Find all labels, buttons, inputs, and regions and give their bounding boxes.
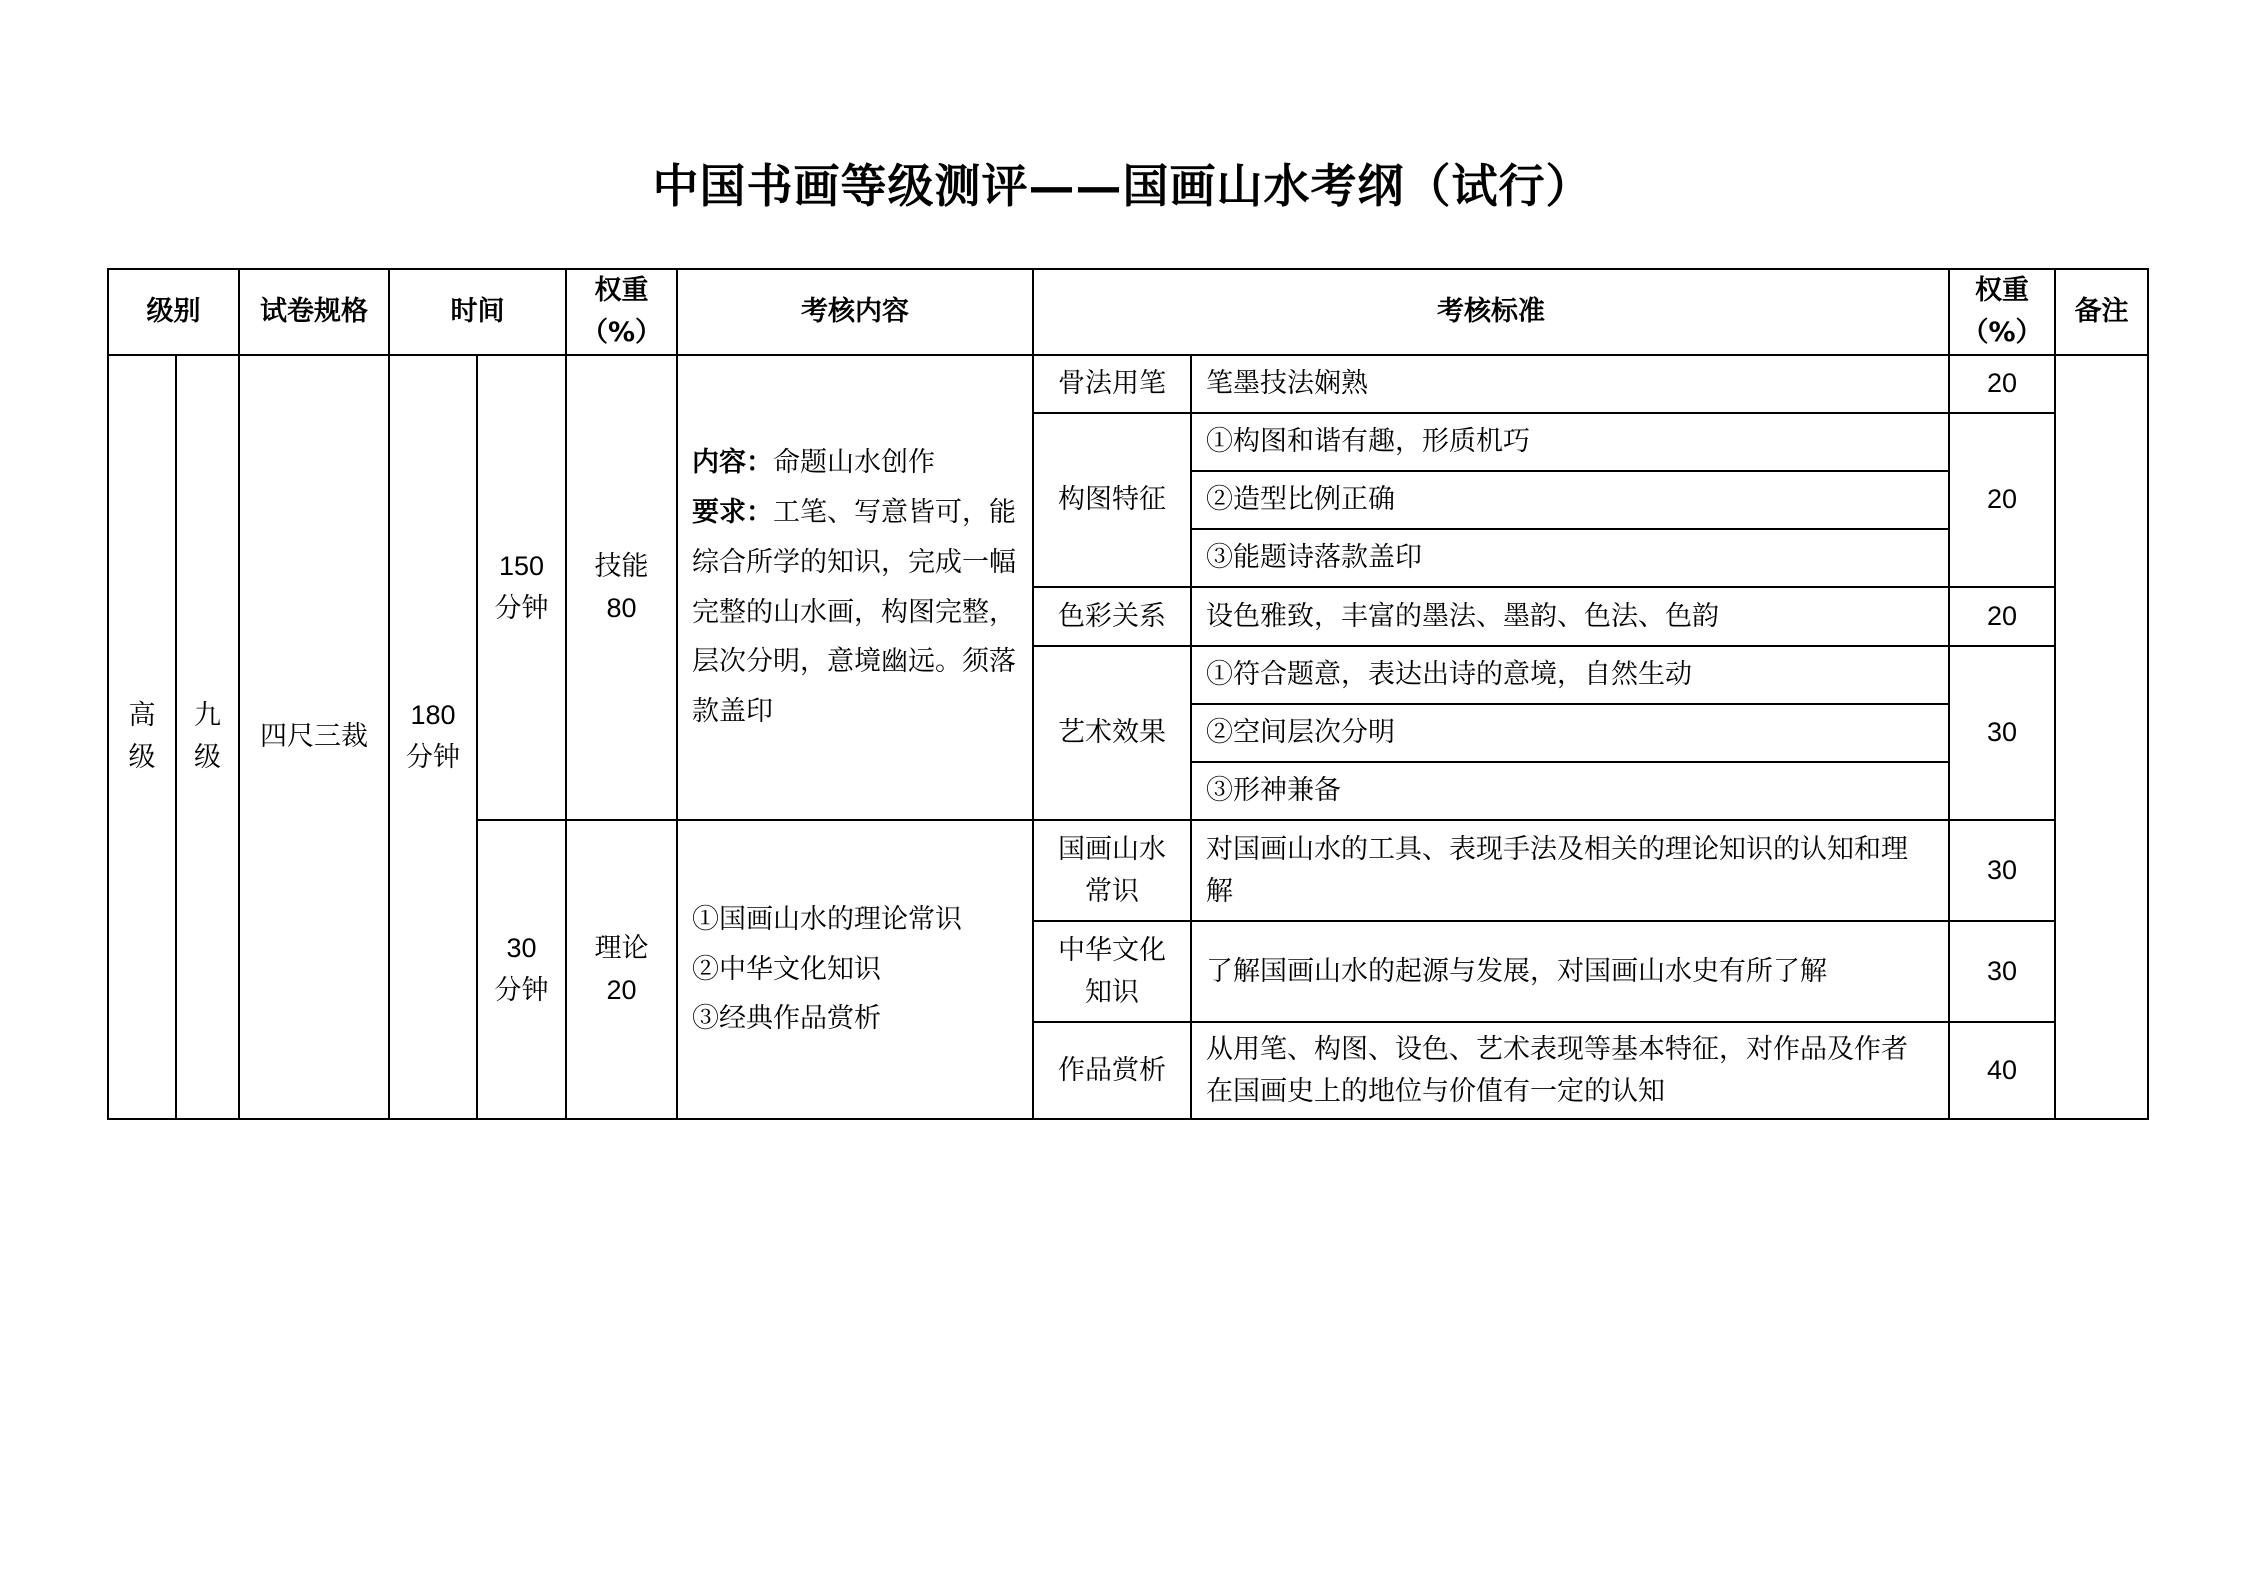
- skill-content-topic: [692, 438, 1022, 488]
- header-weight-item: [1949, 269, 2055, 355]
- skill-category-cell: 艺术效果: [1033, 646, 1191, 820]
- skill-content-requirement-text: 工笔、写意皆可，能综合所学的知识，完成一幅完整的山水画，构图完整，层次分明，意境幽远。须落款盖印: [692, 496, 1016, 728]
- theory-standard-cell: 从用笔、构图、设色、艺术表现等基本特征，对作品及作者在国画史上的地位与价值有一定的认知: [1191, 1022, 1949, 1119]
- skill-standard-cell: ③形神兼备: [1191, 762, 1949, 820]
- remark-cell: [2055, 355, 2148, 1119]
- header-weight-part-line2: （%）: [580, 317, 663, 348]
- theory-time-cell: [477, 820, 566, 1119]
- skill-standard-cell: ③能题诗落款盖印: [1191, 529, 1949, 587]
- exam-syllabus-table: [107, 268, 2149, 1120]
- skill-standard-cell: ②空间层次分明: [1191, 704, 1949, 762]
- skill-standard-cell: ①构图和谐有趣，形质机巧: [1191, 413, 1949, 471]
- document-title: 中国书画等级测评——国画山水考纲（试行）: [652, 159, 1593, 213]
- theory-standard-cell: 对国画山水的工具、表现手法及相关的理论知识的认知和理解: [1191, 820, 1949, 921]
- theory-standard-cell: 了解国画山水的起源与发展，对国画山水史有所了解: [1191, 921, 1949, 1022]
- skill-part-label: 技能: [594, 550, 649, 582]
- header-level: 级别: [108, 269, 239, 355]
- level-number-char1: 九: [194, 700, 221, 732]
- skill-standard-cell: ①符合题意，表达出诗的意境，自然生动: [1191, 646, 1949, 704]
- theory-content-line: ①国画山水的理论常识: [692, 903, 962, 935]
- header-weight-item-line2: （%）: [1961, 317, 2043, 348]
- theory-category-line2: 常识: [1085, 875, 1139, 907]
- skill-category-cell: 构图特征: [1033, 413, 1191, 587]
- theory-weight-cell: 30: [1949, 921, 2055, 1022]
- theory-category-cell: [1033, 921, 1191, 1022]
- theory-category-cell: [1033, 820, 1191, 921]
- skill-time-cell: [477, 355, 566, 820]
- header-content: 考核内容: [677, 269, 1033, 355]
- theory-part-label: 理论: [594, 932, 649, 964]
- skill-content-topic-label: 内容：: [692, 446, 773, 478]
- theory-time-unit: 分钟: [494, 974, 549, 1006]
- skill-weight-cell: 20: [1949, 355, 2055, 413]
- table-header-row: [108, 269, 2148, 355]
- theory-time-value: 30: [506, 932, 537, 963]
- skill-weight-cell: 20: [1949, 587, 2055, 646]
- theory-category-cell: 作品赏析: [1033, 1022, 1191, 1119]
- header-weight-part-line1: 权重: [594, 275, 649, 307]
- skill-content-cell: [677, 355, 1033, 820]
- skill-content-topic-text: 命题山水创作: [773, 446, 935, 478]
- level-number-char2: 级: [194, 742, 221, 773]
- skill-content-requirement: [692, 488, 1022, 738]
- skill-time-unit: 分钟: [494, 592, 549, 624]
- total-time-unit: 分钟: [406, 742, 460, 773]
- theory-content-line: ②中华文化知识: [692, 953, 881, 985]
- skill-content-requirement-label: 要求：: [692, 496, 773, 528]
- paper-spec-cell: 四尺三裁: [239, 355, 389, 1119]
- theory-category-line1: 国画山水: [1058, 833, 1166, 865]
- header-remark: 备注: [2055, 269, 2148, 355]
- level-grade-char1: 高: [128, 700, 156, 732]
- theory-part-cell: [566, 820, 677, 1119]
- level-grade-char2: 级: [128, 742, 156, 773]
- skill-standard-cell: 笔墨技法娴熟: [1191, 355, 1949, 413]
- header-paper-spec: 试卷规格: [239, 269, 389, 355]
- skill-part-cell: [566, 355, 677, 820]
- skill-standard-cell: ②造型比例正确: [1191, 471, 1949, 529]
- skill-time-value: 150: [498, 550, 545, 581]
- level-number-cell: [176, 355, 239, 1119]
- total-time-value: 180: [410, 700, 456, 731]
- theory-content-line: ③经典作品赏析: [692, 1003, 881, 1035]
- table-row: [108, 355, 2148, 413]
- skill-part-weight: 80: [606, 592, 637, 623]
- theory-weight-cell: 30: [1949, 820, 2055, 921]
- level-grade-cell: [108, 355, 176, 1119]
- skill-weight-cell: 20: [1949, 413, 2055, 587]
- theory-content-cell: [677, 820, 1033, 1119]
- total-time-cell: [389, 355, 477, 1119]
- header-time: 时间: [389, 269, 566, 355]
- theory-part-weight: 20: [606, 974, 637, 1005]
- theory-category-line1: 中华文化: [1058, 934, 1166, 966]
- header-weight-part: [566, 269, 677, 355]
- skill-weight-cell: 30: [1949, 646, 2055, 820]
- header-weight-item-line1: 权重: [1975, 275, 2029, 307]
- skill-category-cell: 色彩关系: [1033, 587, 1191, 646]
- theory-weight-cell: 40: [1949, 1022, 2055, 1119]
- theory-category-line2: 知识: [1085, 976, 1139, 1008]
- skill-standard-cell: 设色雅致，丰富的墨法、墨韵、色法、色韵: [1191, 587, 1949, 646]
- skill-category-cell: 骨法用笔: [1033, 355, 1191, 413]
- header-standard: 考核标准: [1033, 269, 1949, 355]
